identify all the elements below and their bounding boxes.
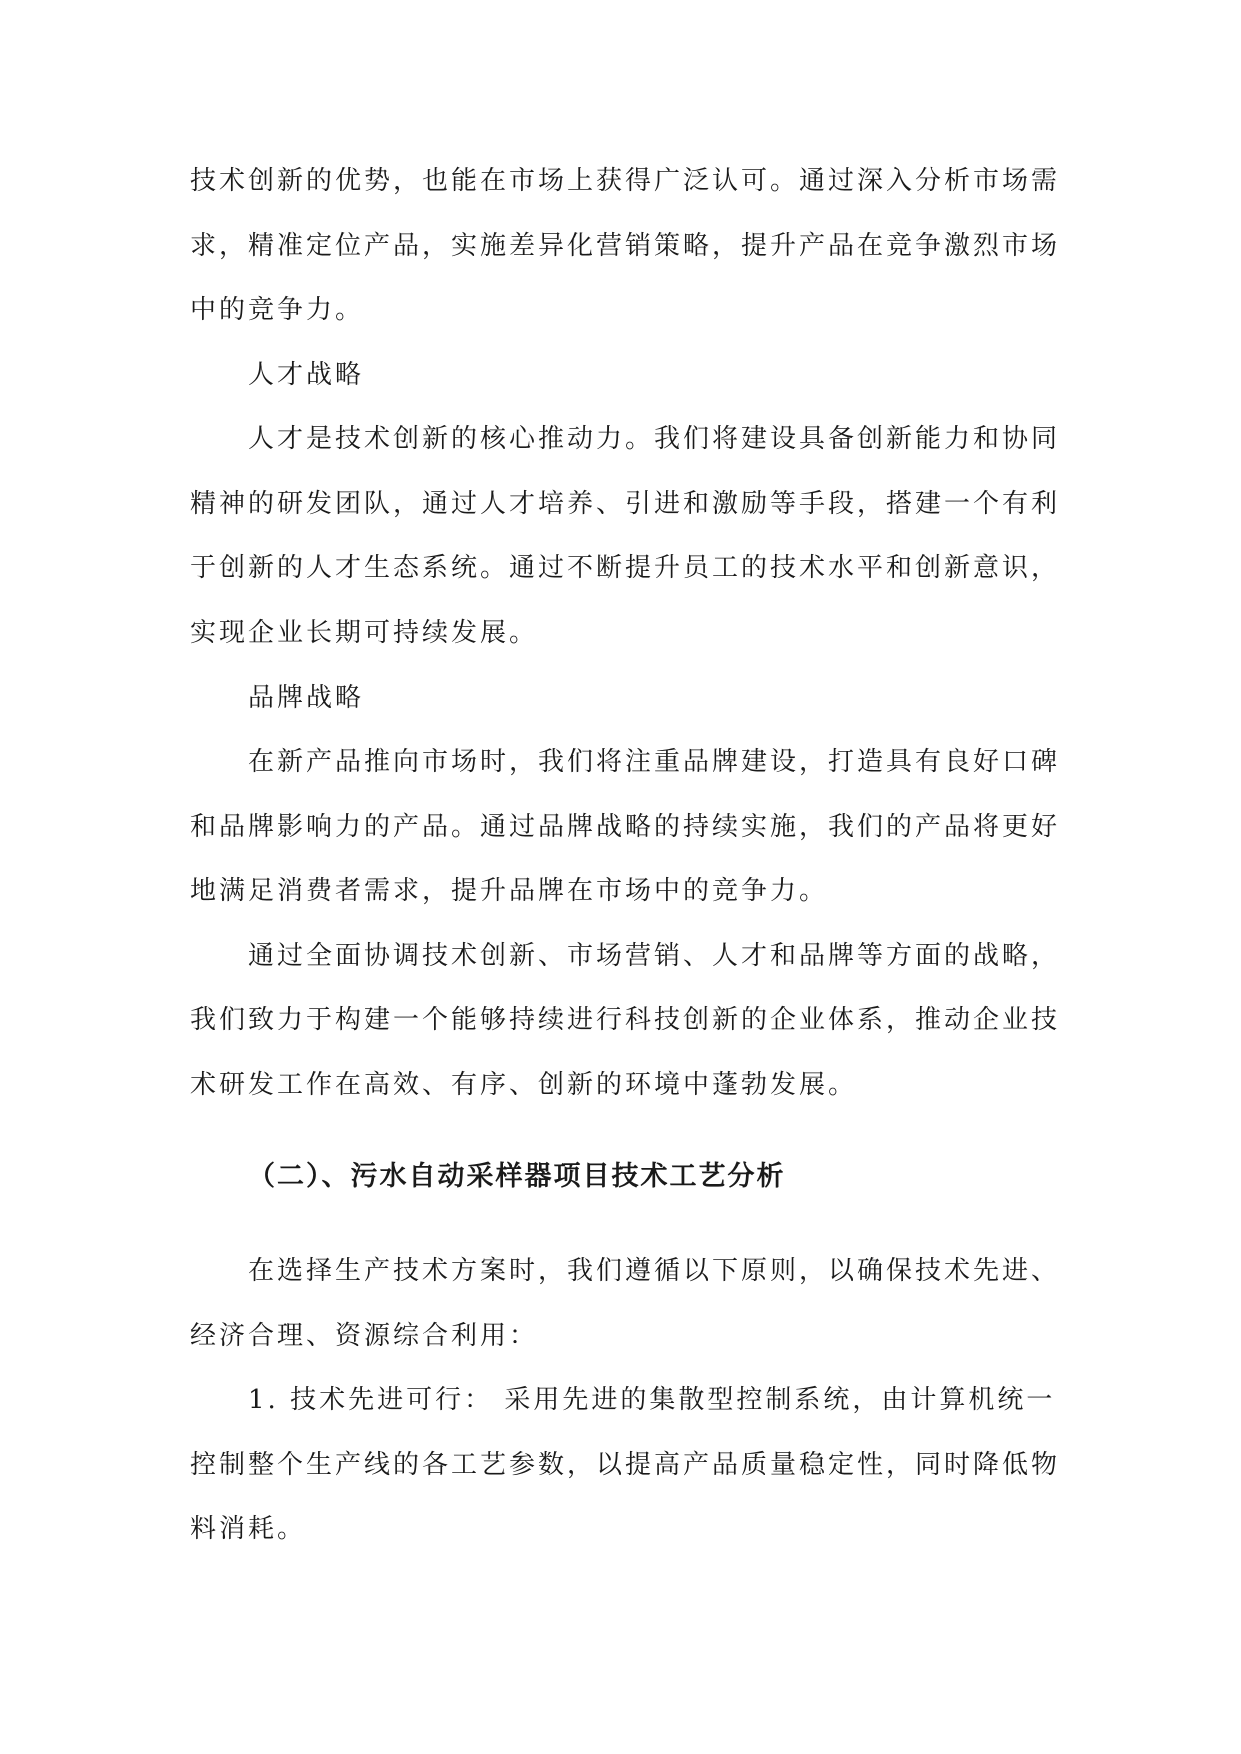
body-text-line: 经济合理、资源综合利用： (190, 1321, 539, 1351)
body-text-line: 术研发工作在高效、有序、创新的环境中蓬勃发展。 (190, 1070, 858, 1100)
body-text-line: 地满足消费者需求，提升品牌在市场中的竞争力。 (190, 876, 829, 906)
body-text-line: 于创新的人才生态系统。通过不断提升员工的技术水平和创新意识， (190, 553, 1061, 583)
body-text-line: 人才是技术创新的核心推动力。我们将建设具备创新能力和协同 (248, 424, 1061, 454)
body-text-line: 精神的研发团队，通过人才培养、引进和激励等手段，搭建一个有利 (190, 489, 1061, 519)
body-text-line: 料消耗。 (190, 1514, 307, 1544)
section-subheading: 品牌战略 (248, 683, 365, 713)
section-heading: （二）、污水自动采样器项目技术工艺分析 (248, 1161, 786, 1192)
body-text-line: 在新产品推向市场时，我们将注重品牌建设，打造具有良好口碑 (248, 747, 1061, 777)
body-text-line: 求，精准定位产品，实施差异化营销策略，提升产品在竞争激烈市场 (190, 231, 1061, 261)
body-text-line: 和品牌影响力的产品。通过品牌战略的持续实施，我们的产品将更好 (190, 812, 1061, 842)
list-item-line: 1. 技术先进可行： 采用先进的集散型控制系统，由计算机统一 (248, 1385, 1056, 1415)
body-text-line: 我们致力于构建一个能够持续进行科技创新的企业体系，推动企业技 (190, 1005, 1061, 1035)
body-text-line: 实现企业长期可持续发展。 (190, 618, 539, 648)
body-text-line: 通过全面协调技术创新、市场营销、人才和品牌等方面的战略， (248, 941, 1061, 971)
body-text-line: 技术创新的优势，也能在市场上获得广泛认可。通过深入分析市场需 (190, 166, 1061, 196)
body-text-line: 中的竞争力。 (190, 295, 365, 325)
section-subheading: 人才战略 (248, 360, 365, 390)
body-text-line: 在选择生产技术方案时，我们遵循以下原则，以确保技术先进、 (248, 1256, 1061, 1286)
body-text-line: 控制整个生产线的各工艺参数，以提高产品质量稳定性，同时降低物 (190, 1450, 1061, 1480)
